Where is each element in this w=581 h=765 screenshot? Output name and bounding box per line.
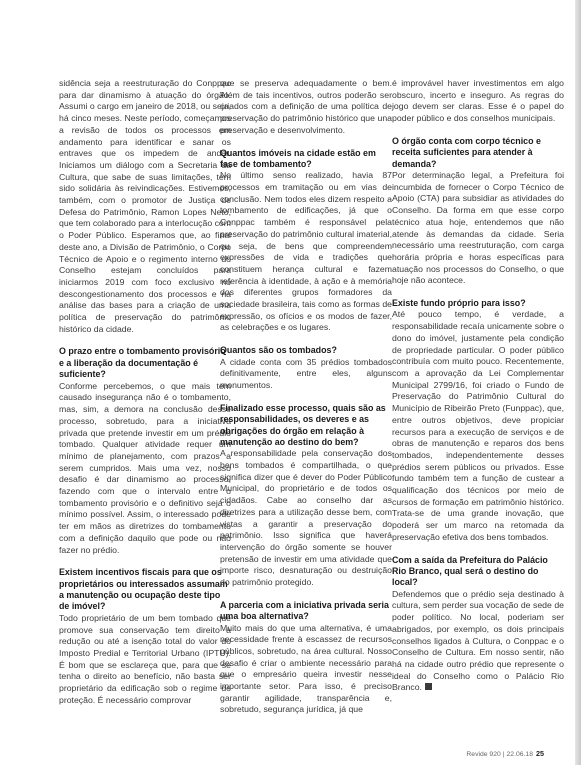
paragraph-text: sidência seja a reestruturação do Conppac para dar dinamismo à atuação do órgão. Assumi o cargo em janeiro de 2018, ou seja, há cinco meses. Neste período, começamos a revisão de todos os processos em andamento para identificar e sanar os entraves que os impedem de andar. Iniciamos um diálogo com a Secretaria da Cultura, que sabe de suas limitações, tem sido solidária às reivindicações. Estivemos, também, com o promotor de Justiça de Defesa do Patrimônio, Ramon Lopes Neto, que tem colaborado para a interlocução com o Poder Público. Esperamos que, ao final deste ano, a Divisão de Patrimônio, o Corpo Técnico de Apoio e o regimento interno do Conselho estejam concluídos para iniciarmos 2019 com foco exclusivo no descongestionamento dos processos e na análise das bases para a criação de uma política de preservação do patrimônio histórico da cidade. — [59, 78, 231, 334]
paragraph-text: Até pouco tempo, é verdade, a responsabilidade recaía unicamente sobre o dono do imóvel, justamente pela condição de propriedade particular. O poder público contribuía com muito pouco. Recentemente, com a aprovação da Lei Complementar Municipal 2799/16, foi criado o Fundo de Preservação do Patrimônio Cultural do Município de Ribeirão Preto (Funppac), que, entre outros objetivos, deve propiciar recursos para a execução de serviços e de obras de manutenção e reparos dos bens tombados, independentemente desses prédios serem públicos ou privados. Esse fundo também tem a função de custear a qualificação dos técnicos por meio de cursos de formação em patrimônio histórico. Trata-se de uma grande inovação, que poderá ser um marco na retomada da preservação efetiva dos bens tombados. — [392, 309, 564, 542]
page-number: 25 — [536, 749, 544, 758]
body-paragraph — [220, 357, 392, 392]
end-of-article-mark — [425, 683, 432, 690]
question-heading — [392, 136, 564, 170]
paragraph-text: A cidade conta com 35 prédios tombados definitivamente, entre eles, alguns monumentos. — [220, 356, 392, 390]
paragraph-text: Todo proprietário de um bem tombado que promove sua conservação tem direito à redução ou até a isenção total do valor do Imposto Predial e Territorial Urbano (IPTU). É bom que se esclareça que, para que se tenha o direito ao benefício, não basta ser proprietário da edificação sob o regime de proteção. É necessário comprovar — [59, 612, 231, 705]
question-text: A parceria com a iniciativa privada seria uma boa alternativa? — [220, 599, 389, 622]
question-text: Existe fundo próprio para isso? — [392, 298, 526, 309]
magazine-issue: Revide 920 — [466, 751, 501, 758]
question-text: O prazo entre o tombamento provisório e a liberação da documentação é suficiente? — [59, 346, 226, 380]
body-paragraph — [59, 381, 231, 557]
body-paragraph — [392, 589, 564, 694]
question-heading — [392, 555, 564, 589]
paragraph-text: Por determinação legal, a Prefeitura foi incumbida de fornecer o Corpo Técnico de Apoio (CTA) para subsidiar as atividades do Conselho. Da forma em que esse corpo técnico atua hoje, entendemos que não atende às demandas da cidade. Seria necessário uma reestruturação, com carga horária própria e horas específicas para atuação nos processos do Conselho, o que hoje não acontece. — [392, 170, 564, 286]
body-paragraph — [59, 613, 231, 707]
body-paragraph — [220, 448, 392, 588]
text-column-3 — [392, 78, 564, 694]
question-heading — [220, 600, 392, 623]
question-heading — [59, 346, 231, 380]
body-paragraph — [220, 78, 392, 137]
text-column-2 — [220, 78, 392, 716]
question-heading — [59, 567, 231, 613]
question-text: O órgão conta com corpo técnico e receita suficientes para atender à demanda? — [392, 135, 541, 169]
body-paragraph — [220, 623, 392, 717]
question-text: Quantos são os tombados? — [220, 345, 337, 356]
paragraph-text: No último senso realizado, havia 87 processos em tramitação ou em vias de conclusão. Nem todos eles dizem respeito a tombamento de edificações, já que o Conppac também é responsável pela preservação do patrimônio cultural imaterial, ou seja, de bens que compreendem expressões de vida e tradições que constituem herança cultural e fazem referência à identidade, à ação e à memória dos diferentes grupos formadores da sociedade brasileira, tais como as formas de expressão, os ofícios e os modos de fazer, as celebrações e os lugares. — [220, 170, 392, 333]
page-footer: Revide 920 | 22.06.18 25 — [466, 749, 544, 758]
body-paragraph — [59, 78, 231, 335]
question-text: Com a saída da Prefeitura do Palácio Rio Branco, qual será o destino do local? — [392, 554, 548, 588]
body-paragraph — [392, 78, 564, 125]
paragraph-text: Muito mais do que uma alternativa, é uma necessidade frente à escassez de recursos públicos, sobretudo, na área cultural. Nosso desafio é criar o ambiente necessário para que o empresário queira investir nesse importante setor. Para isso, é preciso garantir agilidade, transparência e, sobretudo, segurança jurídica, já que — [220, 622, 392, 715]
paragraph-text: A responsabilidade pela conservação dos bens tombados é compartilhada, o que significa dizer que é dever do Poder Público Municipal, do proprietário e de todos os cidadãos. Cabe ao conselho dar as diretrizes para a utilização desse bem, com vistas a garantir a preservação do patrimônio. Isso significa que haverá intervenção do órgão somente se houver pretensão de investir em uma atividade que importe risco, desnaturação ou destruição do patrimônio protegido. — [220, 448, 392, 588]
paragraph-text: é improvável haver investimentos em algo obscuro, incerto e inseguro. As regras do jogo devem ser claras. Esse é o papel do poder público e dos conselhos municipais. — [392, 78, 564, 124]
body-paragraph — [392, 309, 564, 543]
body-paragraph — [220, 170, 392, 334]
paragraph-text: que se preserva adequadamente o bem. Além de tais incentivos, outros poderão ser criados com a definição de uma política de preservação do patrimônio histórico que una preservação e desenvolvimento. — [220, 78, 392, 135]
issue-date: 22.06.18 — [506, 751, 533, 758]
question-heading — [220, 345, 392, 356]
question-text: Existem incentivos fiscais para que os proprietários ou interessados assumam a manutenção ou ocupação deste tipo de imóvel? — [59, 567, 228, 612]
page-edge — [575, 0, 581, 765]
question-text: Quantos imóveis na cidade estão em fase de tombamento? — [220, 147, 376, 169]
question-heading — [220, 403, 392, 449]
paragraph-text: Conforme percebemos, o que mais tem causado insegurança não é o tombamento, mas, sim, a demora na conclusão desse processo, sobretudo, para a iniciativa privada que pretende investir em um prédio tombado. Qualquer atividade requer um mínimo de planejamento, com prazos a serem cumpridos. Mais uma vez, nosso desafio é dar dinamismo ao processo, fazendo com que o intervalo entre o tombamento provisório e o definitivo seja o mínimo possível. Assim, o interessado pode ter em mãos as diretrizes do tombamento com a definição daquilo que pode ou não fazer no prédio. — [59, 380, 231, 555]
question-text: Finalizado esse processo, quais são as responsabilidades, os deveres e as obrigações do órgão em relação à manutenção ao destino do bem? — [220, 402, 386, 447]
body-paragraph — [392, 170, 564, 287]
text-column-1 — [59, 78, 231, 706]
paragraph-text: Defendemos que o prédio seja destinado à cultura, sem perder sua vocação de sede de poder político. No local, poderiam ser abrigados, por exemplo, os dois principais conselhos ligados à Cultura, o Conppac e o Conselho de Cultura. Em nosso sentir, não há na cidade outro prédio que represente o ideal do Conselho como o Palácio Rio Branco. — [392, 588, 564, 693]
question-heading — [392, 298, 564, 309]
question-heading — [220, 148, 392, 171]
